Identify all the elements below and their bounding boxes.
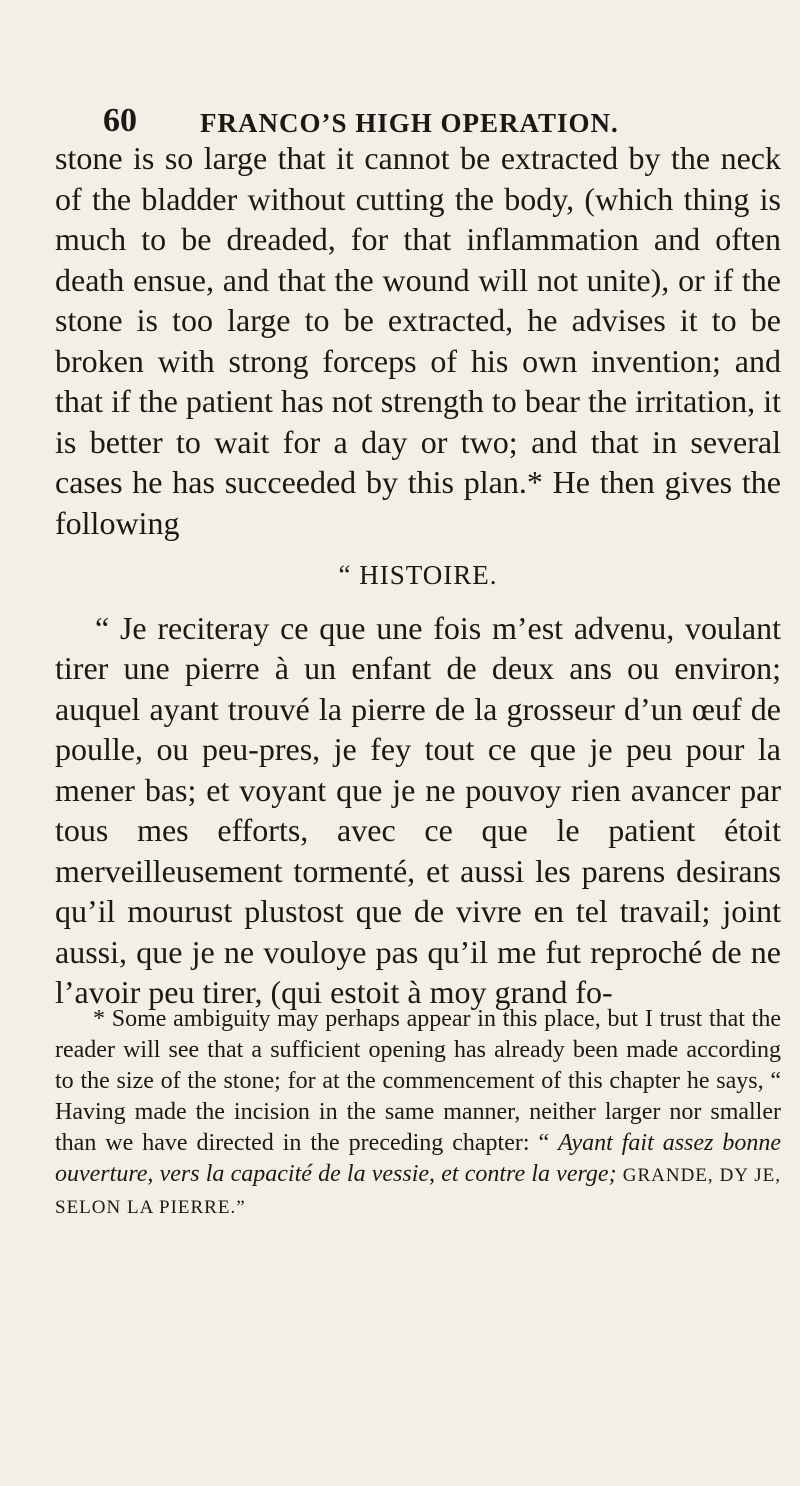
footnote-french-smallcaps: GRANDE, DY JE, SELON LA PIERRE.” bbox=[55, 1165, 782, 1218]
footnote-paragraph bbox=[55, 1004, 781, 1223]
page-number: 60 bbox=[103, 102, 137, 139]
footnote-text: * Some ambiguity may perhaps appear in this place, but I trust that the reader will see that a sufficient opening has already been made according to the size of the stone; for at the commencement of this chapter he says, “ Having made the incision in the same manner, neither larger nor smaller than we have directed in the preceding chapter: “ bbox=[55, 1006, 781, 1156]
running-head bbox=[55, 68, 778, 139]
footnote bbox=[55, 1004, 781, 1223]
french-quotation: “ Je reciteray ce que une fois m’est advenu, voulant tirer une pierre à un enfant de deux ans ou environ; auquel ayant trouvé la pierre de la grosseur d’un œuf de poulle, ou peu-pres, je fey tout ce que je peu pour la mener bas; et voyant que je ne pouvoy rien avancer par tous mes efforts, avec ce que le patient étoit merveilleusement tormenté, et aussi les parens desirans qu’il mourust plustost que de vivre en tel travail; joint aussi, que je ne vouloye pas qu’il me fut reproché de ne l’avoir peu tirer, (qui estoit à moy grand fo- bbox=[55, 609, 781, 1010]
footnote-french-italic: Ayant fait assez bonne ouverture, vers la capacité de la vessie, et contre la verge; bbox=[55, 1130, 782, 1187]
paragraph-continuation: stone is so large that it cannot be extracted by the neck of the bladder without cutting the body, (which thing is much to be dreaded, for that inflammation and often death ensue, and that the wound will not unite), or if the stone is too large to be extracted, he advises it to be broken with strong forceps of his own invention; and that if the patient has not strength to bear the irritation, it is better to wait for a day or two; and that in several cases he has succeeded by this plan.* He then gives the following bbox=[55, 140, 781, 541]
running-title: FRANCO’S HIGH OPERATION. bbox=[200, 108, 619, 138]
main-text bbox=[55, 138, 781, 1013]
histoire-heading: “ HISTOIRE. bbox=[338, 560, 498, 590]
